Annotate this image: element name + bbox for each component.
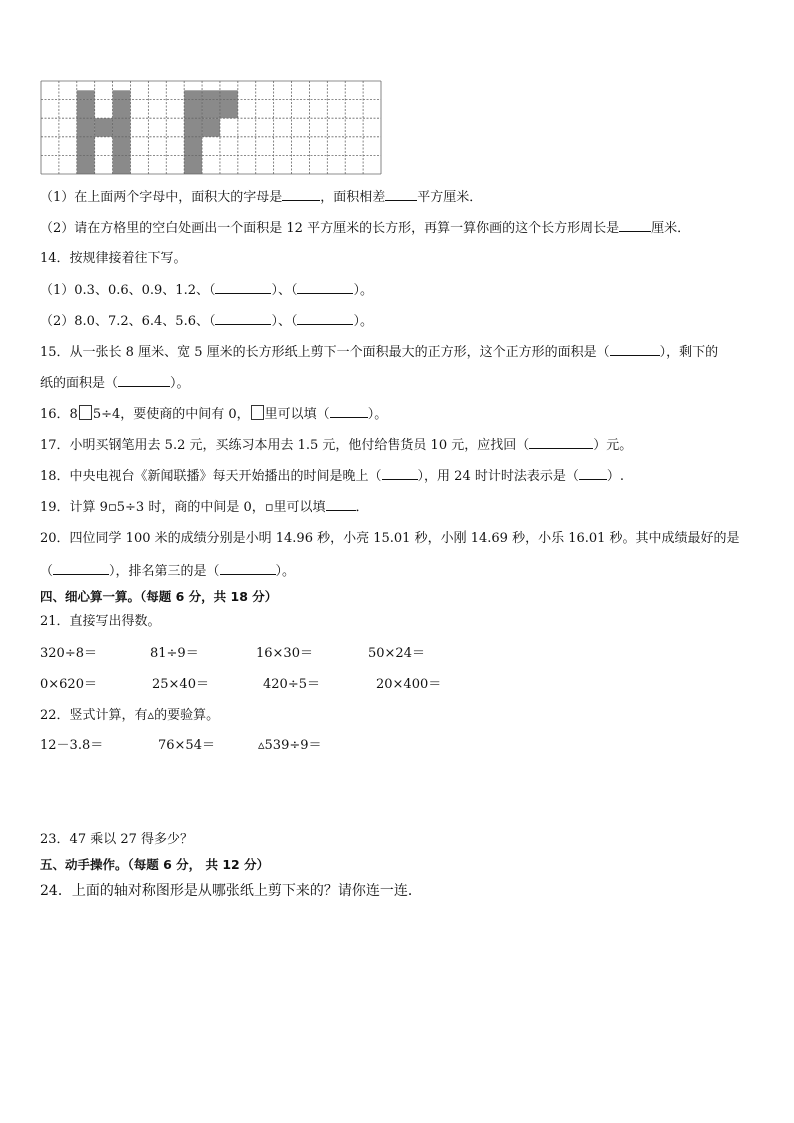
q18 [40,467,624,486]
q14-sub1-end: ）。 [353,283,373,298]
q16-text2: 5÷4，要使商的中间有 0， [92,407,250,422]
answer-blank[interactable] [330,405,368,418]
q20-text3: ）。 [275,564,296,579]
letter-f-block [184,90,202,174]
q14-sub2-mid: ）、（ [271,314,298,329]
letter-h-block [77,90,95,99]
answer-blank[interactable] [282,188,320,201]
q18-text3: ）. [606,469,624,484]
q14-sub2-text: （2）8.0、7.2、6.4、5.6、（ [40,314,216,329]
letter-f-block [202,118,220,137]
q16-text4: ）。 [367,407,388,422]
q13-sub1-text: （1）在上面两个字母中，面积大的字母是 [40,190,283,205]
letter-grid [40,80,382,175]
q17-text2: ）元。 [593,438,633,453]
q19-text: 19．计算 9▫5÷3 时，商的中间是 0，▫里可以填 [40,500,326,515]
q19 [40,498,369,517]
q13-sub2-text2: 厘米． [651,221,691,236]
q14-sub1-text: （1）0.3、0.6、0.9、1.2、（ [40,283,216,298]
q22-item: 76×54＝ [158,738,215,753]
q14-sub2 [40,312,373,331]
q21-title: 21．直接写出得数。 [40,614,161,629]
q18-text2: ），用 24 时计时法表示是（ [417,469,579,484]
q16-text: 16．8 [40,407,78,422]
q15-text3: 纸的面积是（ [40,376,119,391]
q22-title: 22．竖式计算，有▵的要验算。 [40,708,220,723]
q20-line2 [40,562,295,581]
q13-sub1 [40,188,482,207]
q24: 24．上面的轴对称图形是从哪张纸上剪下来的？请你连一连． [40,883,422,899]
answer-blank[interactable] [382,467,418,480]
q14-sub2-end: ）。 [353,314,373,329]
q13-sub1-text3: 平方厘米． [417,190,483,205]
q21-item: 16×30＝ [256,646,313,661]
q19-text2: ． [355,500,369,515]
q15-text4: ）。 [170,376,190,391]
q21-item: 0×620＝ [40,677,97,692]
q20-text2: ），排名第三的是（ [109,564,220,579]
section-4-heading: 四、细心算一算。（每题 6 分，共 18 分） [40,589,278,604]
q20-text: （ [40,564,54,579]
q22-item: 12－3.8＝ [40,738,104,753]
q21-item: 320÷8＝ [40,646,97,661]
q21-item: 25×40＝ [152,677,209,692]
q21-item: 81÷9＝ [150,646,199,661]
answer-blank[interactable] [297,281,353,294]
q21-item: 420÷5＝ [263,677,320,692]
answer-blank[interactable] [53,562,109,575]
q13-sub1-text2: ，面积相差 [320,190,386,205]
q16-text3: 里可以填（ [264,407,330,422]
q15-text: 15．从一张长 8 厘米、宽 5 厘米的长方形纸上剪下一个面积最大的正方形，这个正方形的面积是（ [40,345,610,360]
q23: 23．47 乘以 27 得多少？ [40,832,194,847]
q14-sub1 [40,281,373,300]
q20-line1: 20．四位同学 100 米的成绩分别是小明 14.96 秒，小亮 15.01 秒，小刚 14.69 秒，小乐 16.01 秒。其中成绩最好的是 [40,531,740,546]
answer-blank[interactable] [529,436,593,449]
q16 [40,405,387,424]
answer-blank[interactable] [215,281,271,294]
section-5-heading: 五、动手操作。（每题 6 分， 共 12 分） [40,857,270,872]
q14-sub1-mid: ）、（ [271,283,298,298]
q18-text: 18．中央电视台《新闻联播》每天开始播出的时间是晚上（ [40,469,382,484]
letter-h-block [95,118,113,137]
digit-box[interactable] [79,405,92,420]
answer-blank[interactable] [610,343,660,356]
q13-sub2-text: （2）请在方格里的空白处画出一个面积是 12 平方厘米的长方形，再算一算你画的这个长方形周长是 [40,221,620,236]
answer-blank[interactable] [118,374,170,387]
q21-item: 50×24＝ [368,646,425,661]
answer-blank[interactable] [297,312,353,325]
letter-h-block [113,90,131,174]
q22-item: ▵539÷9＝ [258,738,322,753]
answer-blank[interactable] [619,219,651,232]
q17 [40,436,632,455]
q17-text: 17．小明买钢笔用去 5.2 元，买练习本用去 1.5 元，他付给售货员 10 元，应找回（ [40,438,530,453]
q15-line2 [40,374,190,393]
q21-item: 20×400＝ [376,677,442,692]
answer-blank[interactable] [385,188,417,201]
q15-line1 [40,343,718,362]
digit-box[interactable] [251,405,264,420]
answer-blank[interactable] [215,312,271,325]
q15-text2: ），剩下的 [659,345,719,360]
answer-blank[interactable] [220,562,276,575]
answer-blank[interactable] [326,498,356,511]
q14-title: 14．按规律接着往下写。 [40,251,187,266]
answer-blank[interactable] [579,467,607,480]
q13-sub2 [40,219,690,238]
